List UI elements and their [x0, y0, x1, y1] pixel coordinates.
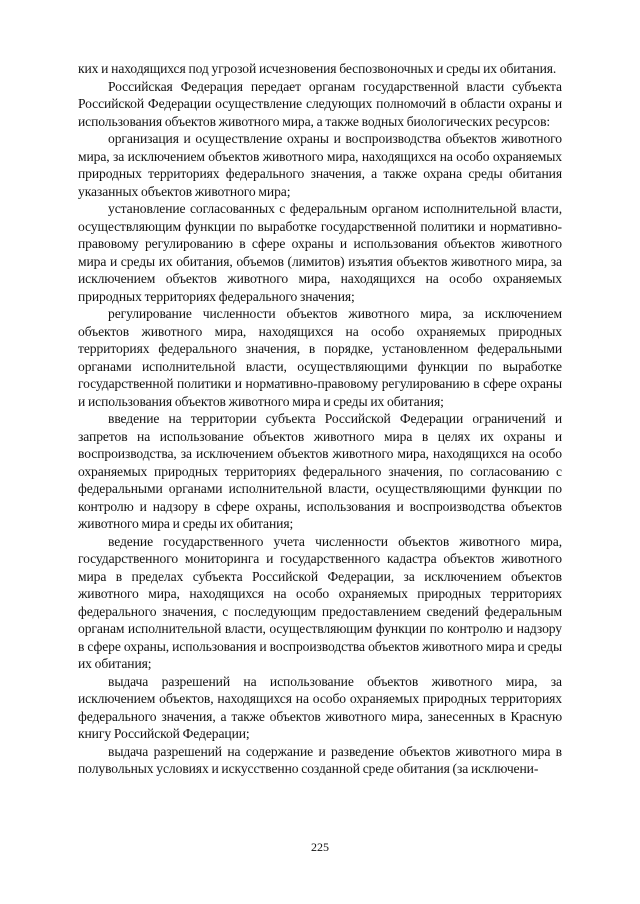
paragraph-1: ких и находящихся под угрозой исчезновения беспозвоночных и среды их обитания. — [78, 61, 557, 76]
paragraph-2: Российская Федерация передает органам государственной власти субъекта Российской Федерации осуществление следующих полномочий в области охраны и использования объектов животного мира, а также водных биологических ресурсов: — [78, 78, 562, 129]
paragraph-7: ведение государственного учета численности объектов животного мира, государственного мониторинга и государственного кадастра объектов животного мира в пределах субъекта Российской Федерации, за исключением объектов животного мира, находящихся на особо охраняемых природных территориях федерального значения, с последующим предоставлением сведений федеральным органам исполнительной власти, осуществляющим функции по контролю и надзору в сфере охраны, использования и воспроизводства объектов животного мира и среды их обитания; — [78, 533, 562, 671]
paragraph-9: выдача разрешений на содержание и разведение объектов животного мира в полувольных условиях и искусственно созданной среде обитания (за исключени- — [78, 743, 562, 776]
paragraph-8: выдача разрешений на использование объектов животного мира, за исключением объектов, находящихся на особо охраняемых природных территориях федерального значения, а также объектов животного мира, занесенных в Красную книгу Российской Федерации; — [78, 673, 562, 741]
document-body — [78, 60, 562, 778]
paragraph-3: организация и осуществление охраны и воспроизводства объектов животного мира, за исключением объектов животного мира, находящихся на особо охраняемых природных территориях федерального значения, а также охрана среды обитания указанных объектов животного мира; — [78, 131, 562, 199]
paragraph-6: введение на территории субъекта Российской Федерации ограничений и запретов на использование объектов животного мира в целях их охраны и воспроизводства, за исключением объектов животного мира, находящихся на особо охраняемых природных территориях федерального значения, по согласованию с федеральными органами исполнительной власти, осуществляющими функции по контролю и надзору в сфере охраны, использования и воспроизводства объектов животного мира и среды их обитания; — [78, 411, 562, 531]
paragraph-4: установление согласованных с федеральным органом исполнительной власти, осуществляющим функции по выработке государственной политики и нормативно-правовому регулированию в сфере охраны и использования объектов животного мира и среды их обитания, объемов (лимитов) изъятия объектов животного мира, за исключением объектов животного мира, находящихся на особо охраняемых природных территориях федерального значения; — [78, 201, 562, 304]
paragraph-5: регулирование численности объектов животного мира, за исключением объектов животного мира, находящихся на особо охраняемых природных территориях федерального значения, в порядке, установленном федеральными органами исполнительной власти, осуществляющими функции по выработке государственной политики и нормативно-правовому регулированию в сфере охраны и использования объектов животного мира и среды их обитания; — [78, 306, 562, 409]
page-number: 225 — [311, 840, 329, 854]
